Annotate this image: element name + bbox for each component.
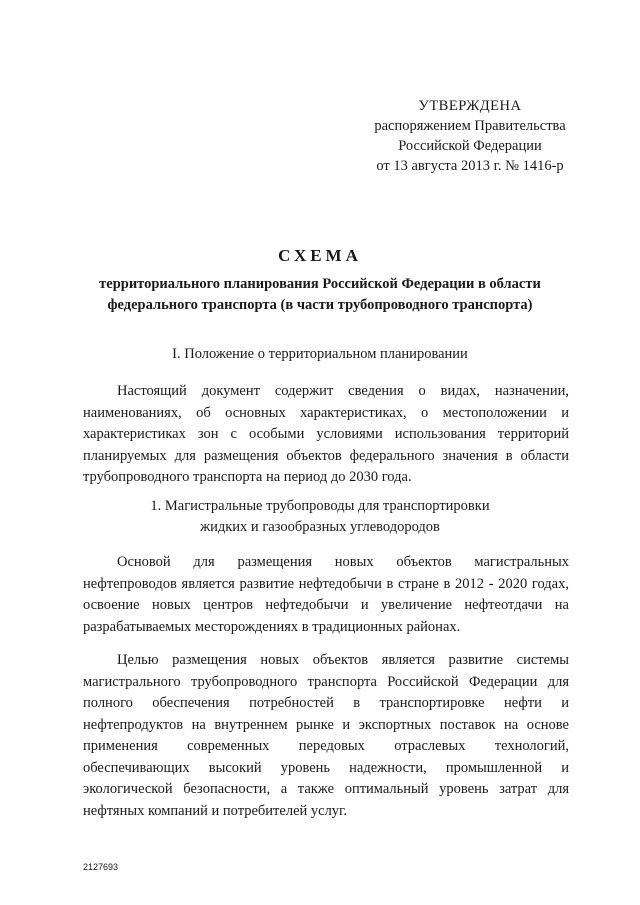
document-number: 2127693 xyxy=(83,862,119,872)
subsection-1-heading xyxy=(60,496,580,538)
section-1-heading: I. Положение о территориальном планировании xyxy=(172,346,468,362)
document-subtitle xyxy=(60,274,580,316)
subsection-1-paragraph-1: Основой для размещения новых объектов магистральных нефтепроводов является развитие нефтедобычи в стране в 2012 - 2020 годах, освоение новых центров нефтедобычи и увеличение нефтеотдачи на разрабатываемых месторождениях в традиционных районах. xyxy=(83,554,569,635)
subtitle-line-1: территориального планирования Российской Федерации в области xyxy=(99,276,541,292)
subsection-1-heading-line-2: жидких и газообразных углеводородов xyxy=(200,519,440,535)
approval-issuer-country: Российской Федерации xyxy=(398,138,542,154)
approval-stamp xyxy=(340,96,600,176)
approval-issuer: распоряжением Правительства xyxy=(374,118,566,134)
document-title: СХЕМА xyxy=(278,246,362,265)
subsection-1-heading-line-1: 1. Магистральные трубопроводы для транспортировки xyxy=(150,498,490,514)
approval-heading: УТВЕРЖДЕНА xyxy=(418,98,522,114)
subtitle-line-2: федерального транспорта (в части трубопроводного транспорта) xyxy=(107,297,533,313)
subsection-1-paragraph-2: Целью размещения новых объектов является развитие системы магистрального трубопроводного транспорта Российской Федерации для полного обеспечения потребностей в транспортировке нефти и нефтепродуктов на внутреннем рынке и экспортных поставок на основе применения современных передовых отраслевых технологий, обеспечивающих высокий уровень надежности, промышленной и экологической безопасности, а также оптимальный уровень затрат для нефтяных компаний и потребителей услуг. xyxy=(83,652,569,819)
section-1-paragraph: Настоящий документ содержит сведения о видах, назначении, наименованиях, об основных характеристиках, о местоположении и характеристиках зон с особыми условиями использования территорий планируемых для размещения объектов федерального значения в области трубопроводного транспорта на период до 2030 года. xyxy=(83,383,569,485)
approval-date-number: от 13 августа 2013 г. № 1416-р xyxy=(376,158,564,174)
